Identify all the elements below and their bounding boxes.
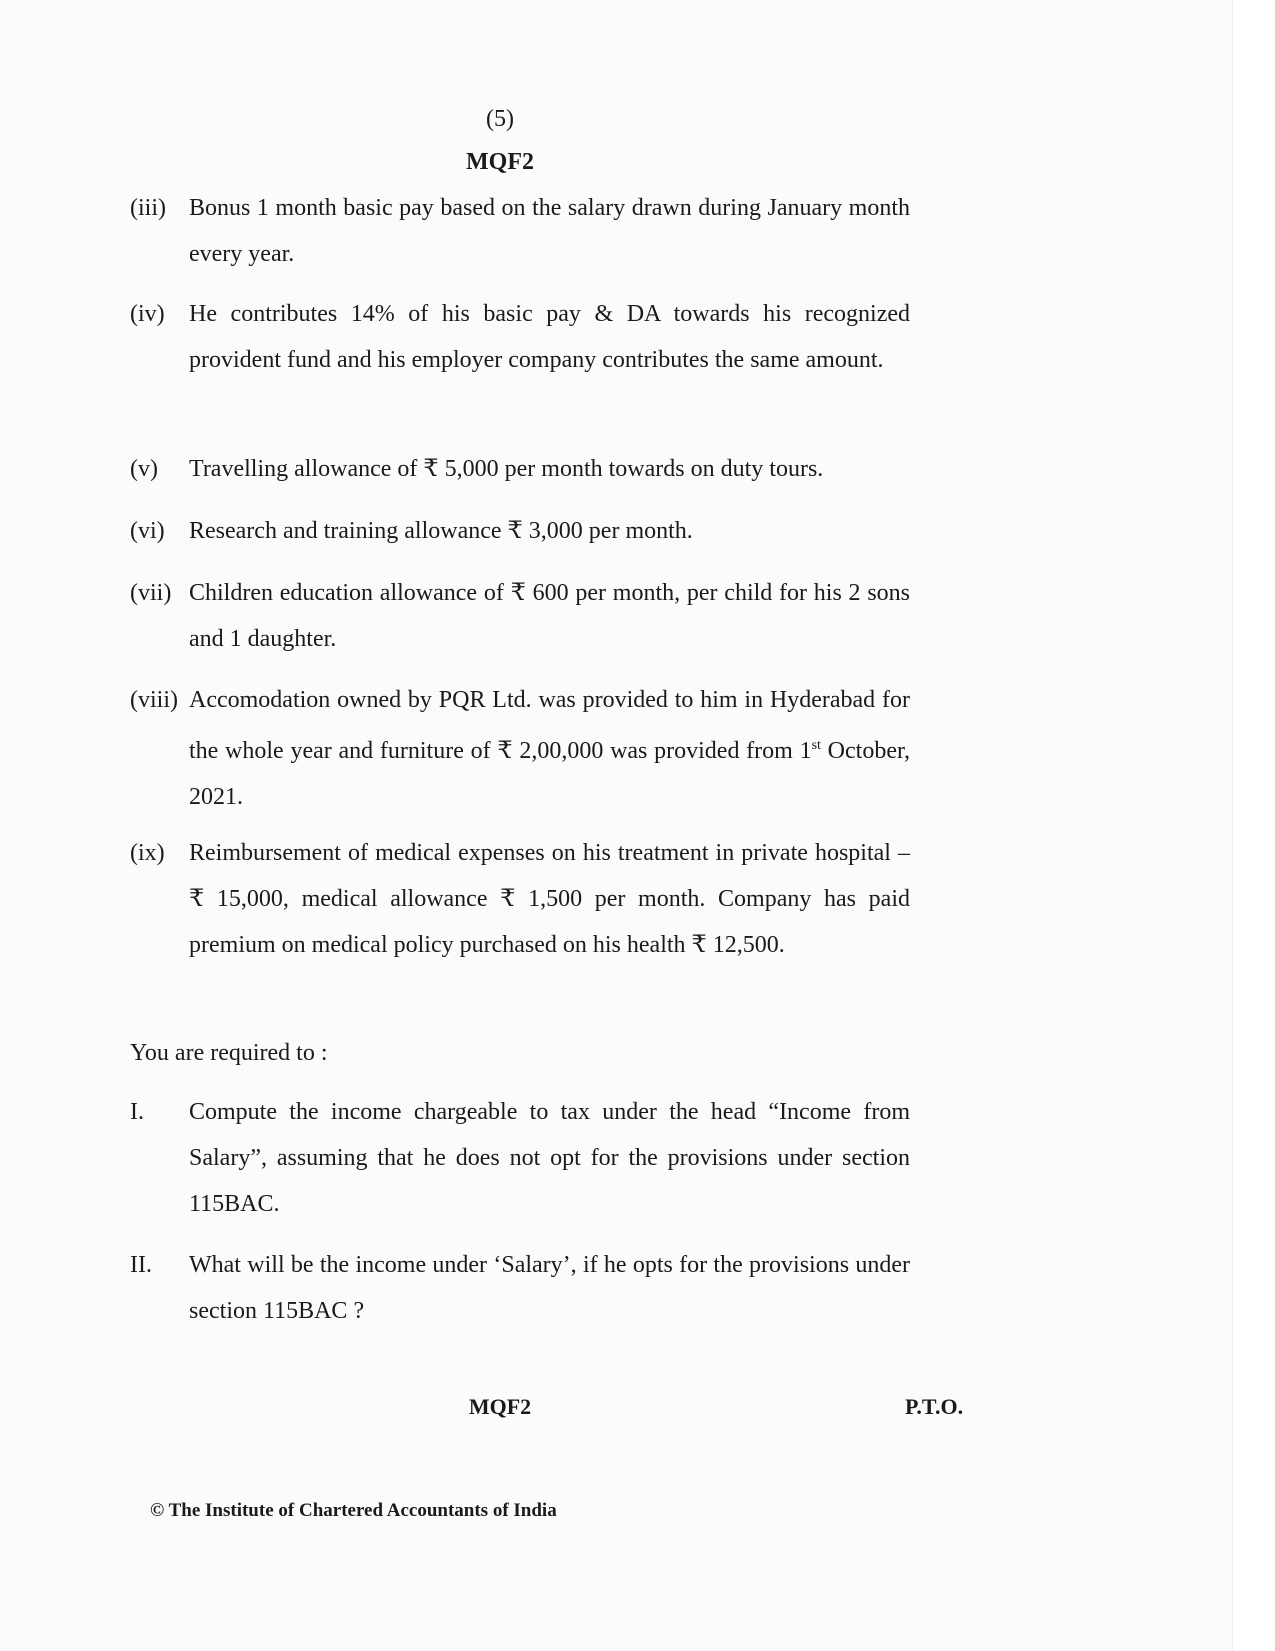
paper-code-footer: MQF2 <box>468 1394 532 1419</box>
item-text <box>189 677 910 820</box>
page-number: (5) <box>486 106 514 132</box>
question-text: Compute the income chargeable to tax under the head “Income from Salary”, assuming that he does not opt for the provisions under section 115BAC. <box>189 1099 910 1217</box>
item-text: Bonus 1 month basic pay based on the salary drawn during January month every year. <box>189 195 910 267</box>
item-number: (iii) <box>130 195 166 221</box>
question-item <box>130 1089 910 1227</box>
required-intro: You are required to : <box>130 1040 328 1066</box>
question-number: I. <box>130 1099 144 1125</box>
list-item <box>130 185 910 277</box>
item-text: He contributes 14% of his basic pay & DA towards his recognized provident fund and his employer company contributes the same amount. <box>189 301 910 373</box>
item-number: (viii) <box>130 687 178 713</box>
question-number: II. <box>130 1252 152 1278</box>
list-item <box>130 508 910 554</box>
item-number: (vi) <box>130 518 165 544</box>
item-number: (ix) <box>130 840 165 866</box>
list-item <box>130 830 910 968</box>
item-text: Children education allowance of ₹ 600 per month, per child for his 2 sons and 1 daughter. <box>189 580 910 652</box>
pto-label: P.T.O. <box>905 1394 964 1419</box>
list-item <box>130 677 910 820</box>
item-text: Travelling allowance of ₹ 5,000 per month towards on duty tours. <box>189 456 824 482</box>
copyright-notice: © The Institute of Chartered Accountants of India <box>150 1500 557 1521</box>
item-text-main: Accomodation owned by PQR Ltd. was provided to him in Hyderabad for the whole year and furniture of ₹ 2,00,000 was provided from 1 <box>189 687 910 764</box>
question-text: What will be the income under ‘Salary’, if he opts for the provisions under section 115BAC ? <box>189 1252 910 1324</box>
question-item <box>130 1242 910 1334</box>
paper-code-header: MQF2 <box>466 149 534 175</box>
item-text: Research and training allowance ₹ 3,000 per month. <box>189 518 693 544</box>
list-item <box>130 291 910 383</box>
superscript: st <box>811 738 821 753</box>
item-number: (v) <box>130 456 158 482</box>
item-number: (vii) <box>130 580 172 606</box>
item-text: Reimbursement of medical expenses on his treatment in private hospital – ₹ 15,000, medical allowance ₹ 1,500 per month. Company has paid premium on medical policy purchased on his health ₹ 12,500. <box>189 840 910 958</box>
list-item <box>130 446 910 492</box>
item-number: (iv) <box>130 301 165 327</box>
list-item <box>130 570 910 662</box>
item-text-end: October, 2021. <box>189 738 910 810</box>
scan-edge <box>1232 0 1275 1651</box>
